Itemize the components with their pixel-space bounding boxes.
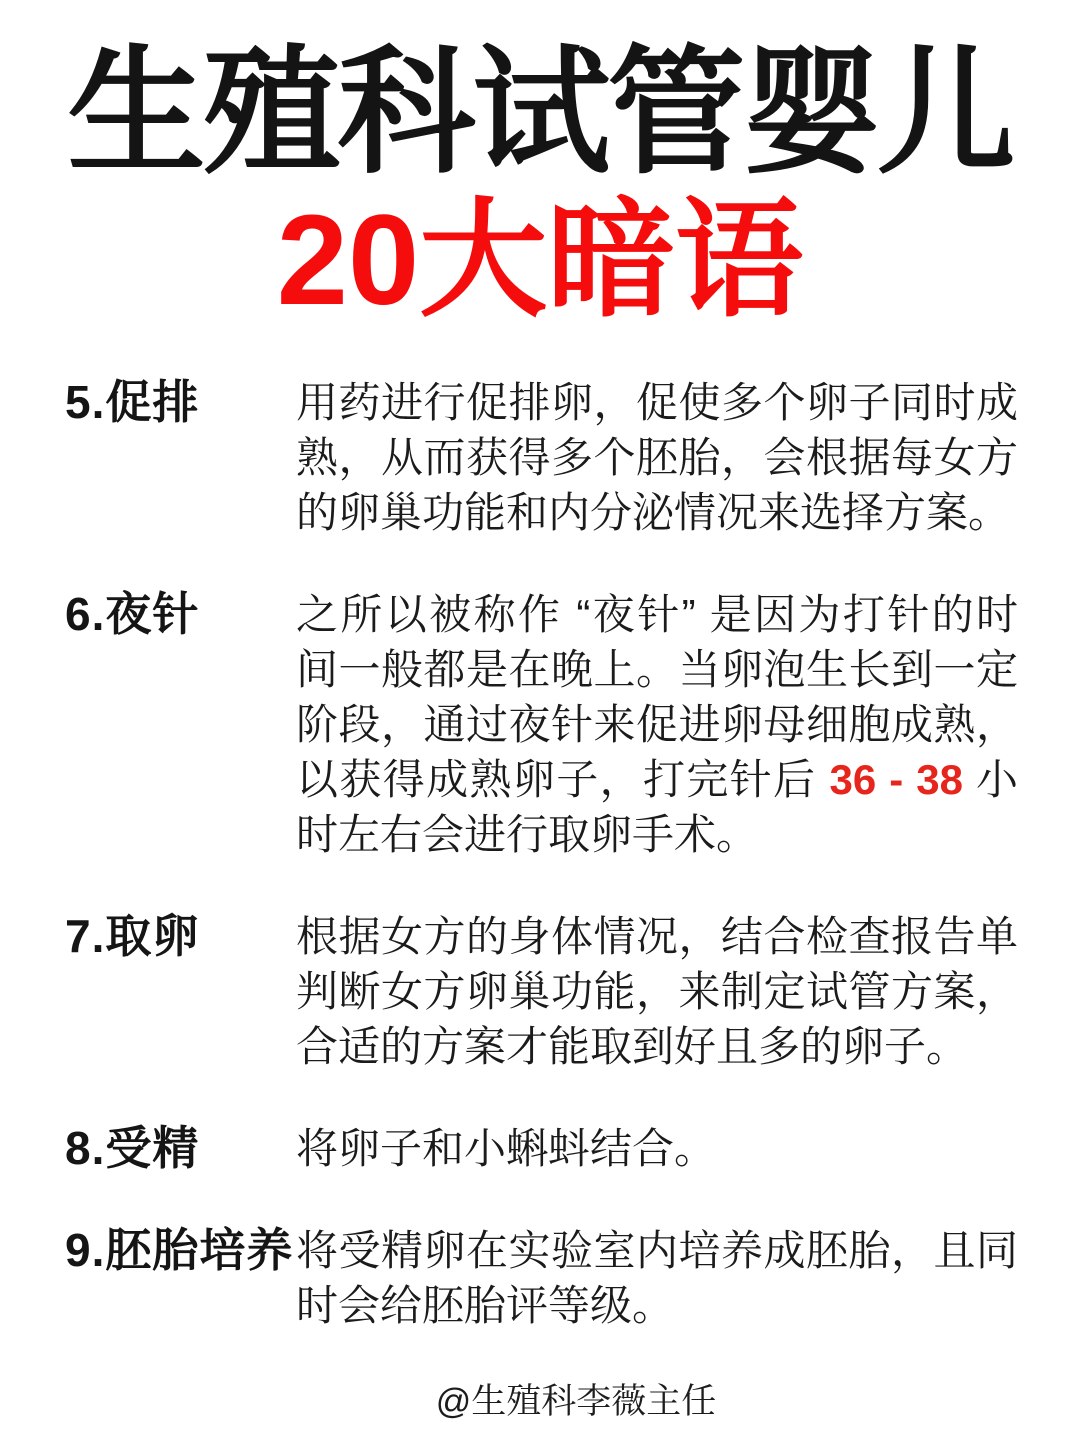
- page-subtitle: 20大暗语: [276, 188, 804, 332]
- term-description-text: 用药进行促排卵，促使多个卵子同时成熟，从而获得多个胚胎，会根据每女方的卵巢功能和内分泌情况来选择方案。: [296, 378, 1018, 536]
- term-label: 9.胚胎培养: [65, 1223, 294, 1276]
- term-description: [296, 1121, 1018, 1176]
- term-label: 5.促排: [65, 375, 200, 428]
- term-item: [65, 375, 1018, 540]
- term-label: 6.夜针: [65, 587, 200, 640]
- term-description: [296, 909, 1018, 1074]
- term-description-text: 小时左右会进行取卵手术。: [296, 755, 1019, 858]
- term-description: [296, 1223, 1018, 1333]
- terms-list: [65, 375, 1018, 1333]
- page-title: 生殖科试管婴儿: [67, 36, 1013, 190]
- term-description-text: 将受精卵在实验室内培养成胚胎，且同时会给胚胎评等级。: [296, 1226, 1018, 1329]
- term-description: [296, 375, 1018, 540]
- term-item: [65, 909, 1018, 1074]
- term-description-text: 根据女方的身体情况，结合检查报告单判断女方卵巢功能，来制定试管方案，合适的方案才能取到好且多的卵子。: [296, 912, 1018, 1070]
- term-item: [65, 1223, 1018, 1333]
- term-label: 7.取卵: [65, 909, 200, 962]
- term-description-text: 之所以被称作 “夜针” 是因为打针的时间一般都是在晚上。当卵泡生长到一定阶段，通过夜针来促进卵母细胞成熟，以获得成熟卵子，打完针后: [296, 590, 1018, 803]
- term-description-text: 将卵子和小蝌蚪结合。: [296, 1124, 717, 1172]
- highlight-number: 36 - 38: [829, 755, 963, 803]
- term-item: [65, 1121, 1018, 1176]
- term-description: [296, 587, 1018, 862]
- term-label: 8.受精: [65, 1121, 200, 1174]
- term-item: [65, 587, 1018, 862]
- author-credit: @生殖科李薇主任: [435, 1382, 717, 1421]
